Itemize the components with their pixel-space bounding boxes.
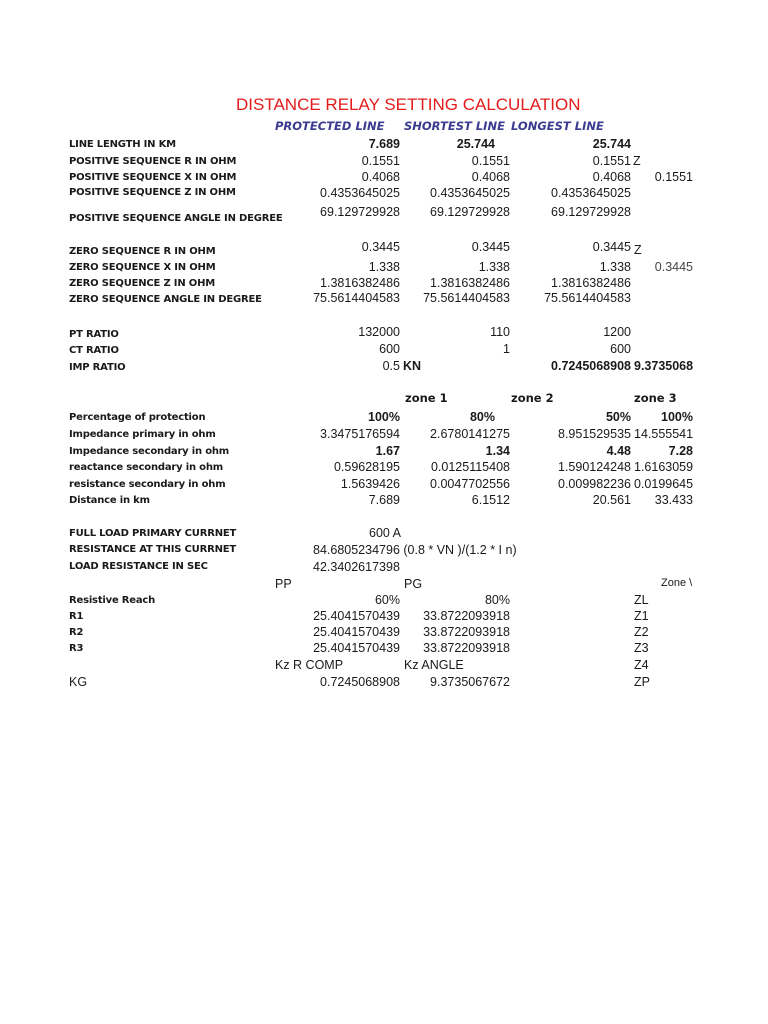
- row-label-zero-angle: ZERO SEQUENCE ANGLE IN DEGREE: [69, 294, 262, 305]
- cell-resistance-2: 0.0047702556: [430, 477, 510, 491]
- cell-reactance-1: 0.59628195: [333, 460, 400, 474]
- cell-pt-shortest: 110: [490, 325, 510, 339]
- cell-pos-x-shortest: 0.4068: [471, 170, 510, 184]
- cell-zp: ZP: [634, 675, 650, 689]
- cell-resistance-1: 1.5639426: [340, 477, 400, 491]
- cell-reach-pct-pg: 80%: [484, 593, 510, 607]
- zone-header-2: zone 2: [511, 391, 554, 405]
- row-label-pos-x: POSITIVE SEQUENCE X IN OHM: [69, 172, 237, 183]
- cell-imp-secondary-1: 1.67: [375, 444, 400, 458]
- row-label-r3: R3: [69, 643, 84, 654]
- col-header-longest: LONGEST LINE: [511, 119, 604, 133]
- cell-line-length-shortest: 25.744: [456, 137, 495, 151]
- row-label-load-resistance: LOAD RESISTANCE IN SEC: [69, 561, 208, 572]
- cell-pos-z-longest: 0.4353645025: [551, 186, 631, 200]
- row-label-imp-ratio: IMP RATIO: [69, 362, 126, 373]
- cell-pt-longest: 1200: [603, 325, 631, 339]
- reach-header-zone: Zone \: [661, 577, 693, 589]
- cell-pos-r-z: Z: [633, 154, 641, 168]
- cell-imp-secondary-4: 7.28: [668, 444, 693, 458]
- page-title: DISTANCE RELAY SETTING CALCULATION: [236, 95, 581, 114]
- cell-r1-pp: 25.4041570439: [313, 609, 400, 623]
- row-label-resistance-current: RESISTANCE AT THIS CURRNET: [69, 544, 237, 555]
- cell-pos-r-shortest: 0.1551: [471, 154, 510, 168]
- cell-zero-x-extra: 0.3445: [654, 260, 693, 274]
- cell-kg-r-comp: 0.7245068908: [320, 675, 400, 689]
- kz-angle-header: Kz ANGLE: [404, 658, 464, 672]
- cell-r2-pg: 33.8722093918: [423, 625, 510, 639]
- row-label-pos-angle: POSITIVE SEQUENCE ANGLE IN DEGREE: [69, 213, 283, 224]
- row-label-r2: R2: [69, 627, 84, 638]
- cell-line-length-protected: 7.689: [368, 137, 400, 151]
- cell-pos-z-protected: 0.4353645025: [320, 186, 400, 200]
- cell-r3-z: Z3: [634, 641, 649, 655]
- cell-pos-z-shortest: 0.4353645025: [430, 186, 510, 200]
- row-label-ct-ratio: CT RATIO: [69, 345, 119, 356]
- cell-r1-pg: 33.8722093918: [423, 609, 510, 623]
- cell-resistance-current: 84.6805234796 (0.8 * VN )/(1.2 * I n): [313, 543, 517, 557]
- cell-pos-angle-protected: 69.129729928: [320, 205, 400, 219]
- cell-reactance-4: 1.6163059: [634, 460, 694, 474]
- cell-pt-protected: 132000: [358, 325, 400, 339]
- row-label-resistance: resistance secondary in ohm: [69, 479, 226, 490]
- cell-zero-z-protected: 1.3816382486: [320, 276, 400, 290]
- cell-imp-ratio: 0.5: [382, 359, 400, 373]
- row-label-pos-r: POSITIVE SEQUENCE R IN OHM: [69, 156, 237, 167]
- cell-load-resistance: 42.3402617398: [313, 560, 400, 574]
- cell-zero-z-longest: 1.3816382486: [551, 276, 631, 290]
- kz-r-comp-header: Kz R COMP: [275, 658, 344, 672]
- cell-imp-primary-2: 2.6780141275: [430, 427, 510, 441]
- row-label-full-load: FULL LOAD PRIMARY CURRNET: [69, 528, 237, 539]
- cell-full-load: 600 A: [369, 526, 401, 540]
- cell-pos-r-protected: 0.1551: [361, 154, 400, 168]
- cell-r2-z: Z2: [634, 625, 649, 639]
- cell-protection-3: 50%: [605, 410, 631, 424]
- row-label-kg: KG: [69, 675, 88, 689]
- cell-r3-pp: 25.4041570439: [313, 641, 400, 655]
- cell-r2-pp: 25.4041570439: [313, 625, 400, 639]
- cell-distance-2: 6.1512: [471, 493, 510, 507]
- cell-r3-pg: 33.8722093918: [423, 641, 510, 655]
- row-label-reactance: reactance secondary in ohm: [69, 462, 223, 473]
- zone-header-3: zone 3: [634, 391, 677, 405]
- cell-reach-zl: ZL: [634, 593, 649, 607]
- cell-pos-angle-longest: 69.129729928: [551, 205, 631, 219]
- cell-r1-z: Z1: [634, 609, 649, 623]
- cell-pos-x-protected: 0.4068: [361, 170, 400, 184]
- row-label-imp-secondary: Impedance secondary in ohm: [69, 446, 230, 457]
- cell-protection-4: 100%: [661, 410, 693, 424]
- col-header-shortest: SHORTEST LINE: [404, 119, 505, 133]
- zone-header-1: zone 1: [405, 391, 448, 405]
- cell-zero-r-longest: 0.3445: [592, 240, 631, 254]
- cell-reactance-2: 0.0125115408: [430, 460, 510, 474]
- row-label-pt-ratio: PT RATIO: [69, 329, 119, 340]
- cell-imp-secondary-2: 1.34: [485, 444, 510, 458]
- cell-reactance-3: 1.590124248: [558, 460, 631, 474]
- cell-zero-z-shortest: 1.3816382486: [430, 276, 510, 290]
- cell-imp-secondary-3: 4.48: [606, 444, 631, 458]
- row-label-pos-z: POSITIVE SEQUENCE Z IN OHM: [69, 187, 236, 198]
- cell-line-length-longest: 25.744: [592, 137, 631, 151]
- row-label-zero-r: ZERO SEQUENCE R IN OHM: [69, 246, 216, 257]
- cell-imp-kn-value: 0.7245068908: [551, 359, 631, 373]
- cell-ct-shortest: 1: [503, 342, 510, 356]
- col-header-protected: PROTECTED LINE: [275, 119, 385, 133]
- row-label-line-length: LINE LENGTH IN KM: [69, 139, 176, 150]
- cell-zero-x-protected: 1.338: [368, 260, 400, 274]
- cell-zero-r-protected: 0.3445: [361, 240, 400, 254]
- cell-kg-angle: 9.3735067672: [430, 675, 510, 689]
- row-label-zero-x: ZERO SEQUENCE X IN OHM: [69, 262, 216, 273]
- cell-zero-x-shortest: 1.338: [478, 260, 510, 274]
- cell-reach-pct-pp: 60%: [374, 593, 400, 607]
- row-label-distance: Distance in km: [69, 495, 150, 506]
- cell-z4: Z4: [634, 658, 649, 672]
- cell-zero-r-z: Z: [634, 243, 642, 257]
- cell-pos-x-extra: 0.1551: [654, 170, 693, 184]
- cell-zero-angle-protected: 75.5614404583: [313, 291, 400, 305]
- cell-pos-x-longest: 0.4068: [592, 170, 631, 184]
- cell-distance-1: 7.689: [368, 493, 400, 507]
- cell-ct-protected: 600: [379, 342, 400, 356]
- cell-imp-kn-label: KN: [403, 359, 422, 373]
- cell-distance-3: 20.561: [592, 493, 631, 507]
- cell-pos-r-longest: 0.1551: [592, 154, 631, 168]
- cell-zero-angle-longest: 75.5614404583: [544, 291, 631, 305]
- cell-imp-primary-3: 8.951529535: [558, 427, 631, 441]
- cell-resistance-3: 0.009982236: [558, 477, 631, 491]
- cell-zero-r-shortest: 0.3445: [471, 240, 510, 254]
- cell-imp-kn-value2: 9.3735068: [634, 359, 694, 373]
- cell-imp-primary-4: 14.555541: [634, 427, 694, 441]
- row-label-resistive-reach: Resistive Reach: [69, 595, 156, 606]
- cell-protection-1: 100%: [368, 410, 400, 424]
- cell-pos-angle-shortest: 69.129729928: [430, 205, 510, 219]
- cell-distance-4: 33.433: [654, 493, 693, 507]
- row-label-r1: R1: [69, 611, 84, 622]
- row-label-protection: Percentage of protection: [69, 412, 206, 423]
- row-label-imp-primary: Impedance primary in ohm: [69, 429, 216, 440]
- reach-header-pp: PP: [275, 577, 292, 591]
- cell-resistance-4: 0.0199645: [634, 477, 694, 491]
- cell-zero-x-longest: 1.338: [599, 260, 631, 274]
- cell-protection-2: 80%: [469, 410, 495, 424]
- reach-header-pg: PG: [404, 577, 423, 591]
- row-label-zero-z: ZERO SEQUENCE Z IN OHM: [69, 278, 215, 289]
- cell-imp-primary-1: 3.3475176594: [320, 427, 400, 441]
- cell-zero-angle-shortest: 75.5614404583: [423, 291, 510, 305]
- cell-ct-longest: 600: [610, 342, 631, 356]
